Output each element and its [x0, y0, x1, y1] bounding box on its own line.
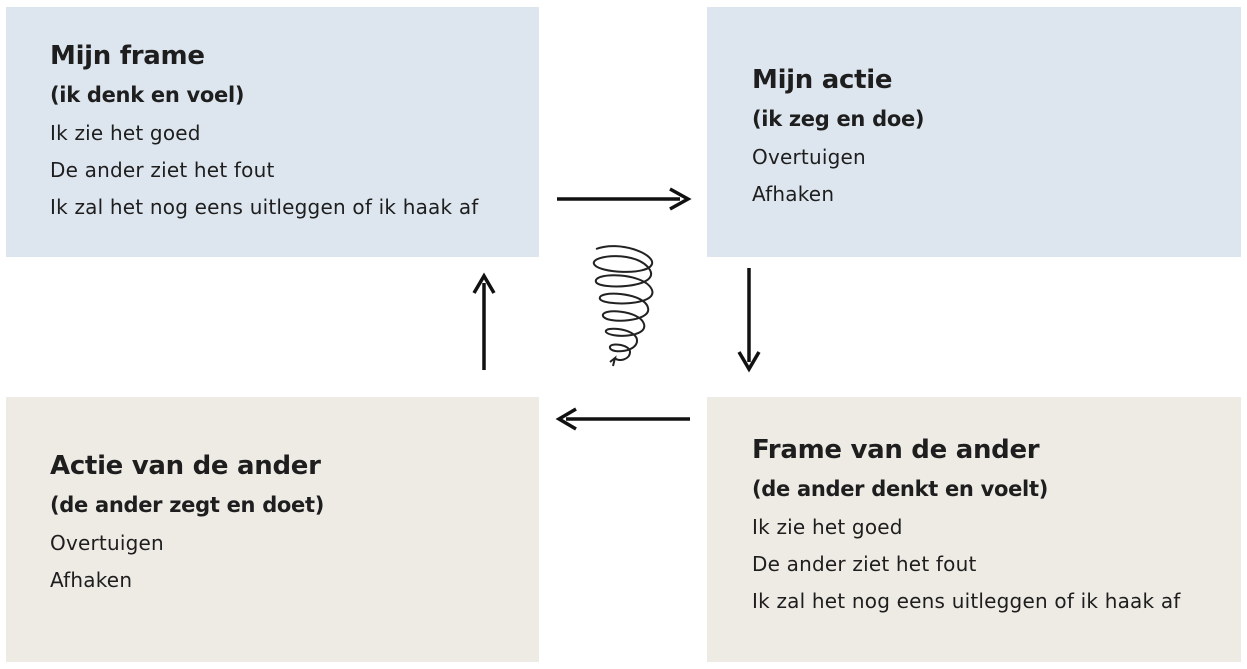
box-item: Overtuigen	[50, 531, 164, 555]
box-title: Actie van de ander	[50, 451, 321, 481]
box-item: Ik zal het nog eens uitleggen of ik haak af	[752, 589, 1181, 613]
box-item: Ik zie het goed	[50, 121, 201, 145]
box-subtitle: (de ander denkt en voelt)	[752, 477, 1048, 501]
box-item: Overtuigen	[752, 145, 866, 169]
arrow-up-icon	[474, 276, 494, 370]
box-item: Ik zal het nog eens uitleggen of ik haak af	[50, 195, 479, 219]
box-title: Mijn frame	[50, 41, 205, 71]
box-item: Ik zie het goed	[752, 515, 903, 539]
box-title: Mijn actie	[752, 65, 893, 95]
box-actie-van-de-ander	[6, 397, 539, 662]
box-frame-van-de-ander	[707, 397, 1241, 662]
box-subtitle: (de ander zegt en doet)	[50, 493, 325, 517]
arrow-right-icon	[557, 189, 688, 209]
spiral-icon	[594, 246, 653, 366]
box-item: Afhaken	[50, 568, 133, 592]
box-title: Frame van de ander	[752, 435, 1040, 465]
box-mijn-actie	[707, 7, 1241, 257]
box-subtitle: (ik denk en voel)	[50, 83, 245, 107]
box-item: De ander ziet het fout	[50, 158, 275, 182]
box-mijn-frame	[6, 7, 539, 257]
box-item: De ander ziet het fout	[752, 552, 977, 576]
arrow-down-icon	[739, 268, 759, 369]
box-item: Afhaken	[752, 182, 835, 206]
box-subtitle: (ik zeg en doe)	[752, 107, 925, 131]
arrow-left-icon	[559, 409, 690, 429]
